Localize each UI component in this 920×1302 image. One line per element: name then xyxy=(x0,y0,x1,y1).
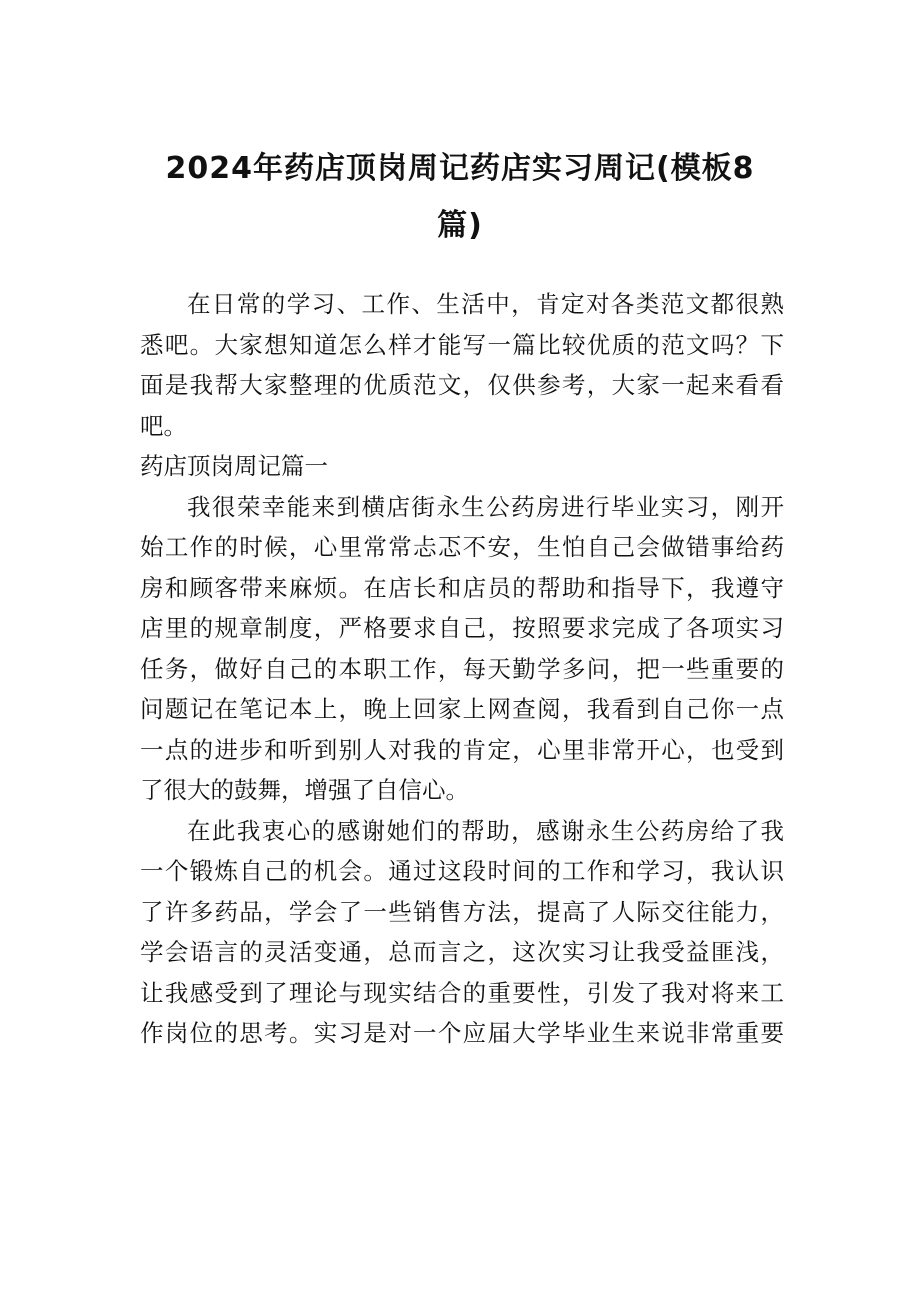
intro-line-4: 吧。 xyxy=(140,411,187,440)
paragraph-1-line-2: 始工作的时候，心里常常忐忑不安，生怕自己会做错事给药 xyxy=(140,533,784,561)
paragraph-2-line-1: 在此我衷心的感谢她们的帮助，感谢永生公药房给了我 xyxy=(187,816,784,845)
intro-line-2: 悉吧。大家想知道怎么样才能写一篇比较优质的范文吗？下 xyxy=(140,330,784,359)
paragraph-1-line-8: 了很大的鼓舞，增强了自信心。 xyxy=(140,776,469,804)
paragraph-2 xyxy=(140,811,784,1054)
paragraph-1-line-4: 店里的规章制度，严格要求自己，按照要求完成了各项实习 xyxy=(140,614,784,642)
paragraph-1-line-6: 问题记在笔记本上，晚上回家上网查阅，我看到自己你一点 xyxy=(140,695,784,723)
paragraph-2-line-5: 让我感受到了理论与现实结合的重要性，引发了我对将来工 xyxy=(140,978,784,1007)
section-heading: 药店顶岗周记篇一 xyxy=(140,452,328,480)
paragraph-2-line-2: 一个锻炼自己的机会。通过这段时间的工作和学习，我认识 xyxy=(140,857,784,885)
title-line-1: 2024年药店顶岗周记药店实习周记(模板8 xyxy=(165,151,755,186)
intro-paragraph xyxy=(140,284,784,446)
title-line-2: 篇) xyxy=(437,208,483,243)
paragraph-1-line-1: 我很荣幸能来到横店街永生公药房进行毕业实习，刚开 xyxy=(187,492,784,521)
paragraph-2-line-3: 了许多药品，学会了一些销售方法，提高了人际交往能力， xyxy=(140,897,784,926)
document-title xyxy=(110,140,810,254)
paragraph-2-line-6: 作岗位的思考。实习是对一个应届大学毕业生来说非常重要 xyxy=(140,1019,784,1047)
intro-line-3: 面是我帮大家整理的优质范文，仅供参考，大家一起来看看 xyxy=(140,371,784,399)
intro-line-1: 在日常的学习、工作、生活中，肯定对各类范文都很熟 xyxy=(187,290,784,318)
paragraph-1-line-5: 任务，做好自己的本职工作，每天勤学多问，把一些重要的 xyxy=(140,654,784,683)
paragraph-1-line-7: 一点的进步和听到别人对我的肯定，心里非常开心，也受到 xyxy=(140,735,784,764)
paragraph-2-line-4: 学会语言的灵活变通，总而言之，这次实习让我受益匪浅， xyxy=(140,938,784,966)
paragraph-1 xyxy=(140,487,784,811)
paragraph-1-line-3: 房和顾客带来麻烦。在店长和店员的帮助和指导下，我遵守 xyxy=(140,573,784,602)
document-body xyxy=(140,284,784,1054)
